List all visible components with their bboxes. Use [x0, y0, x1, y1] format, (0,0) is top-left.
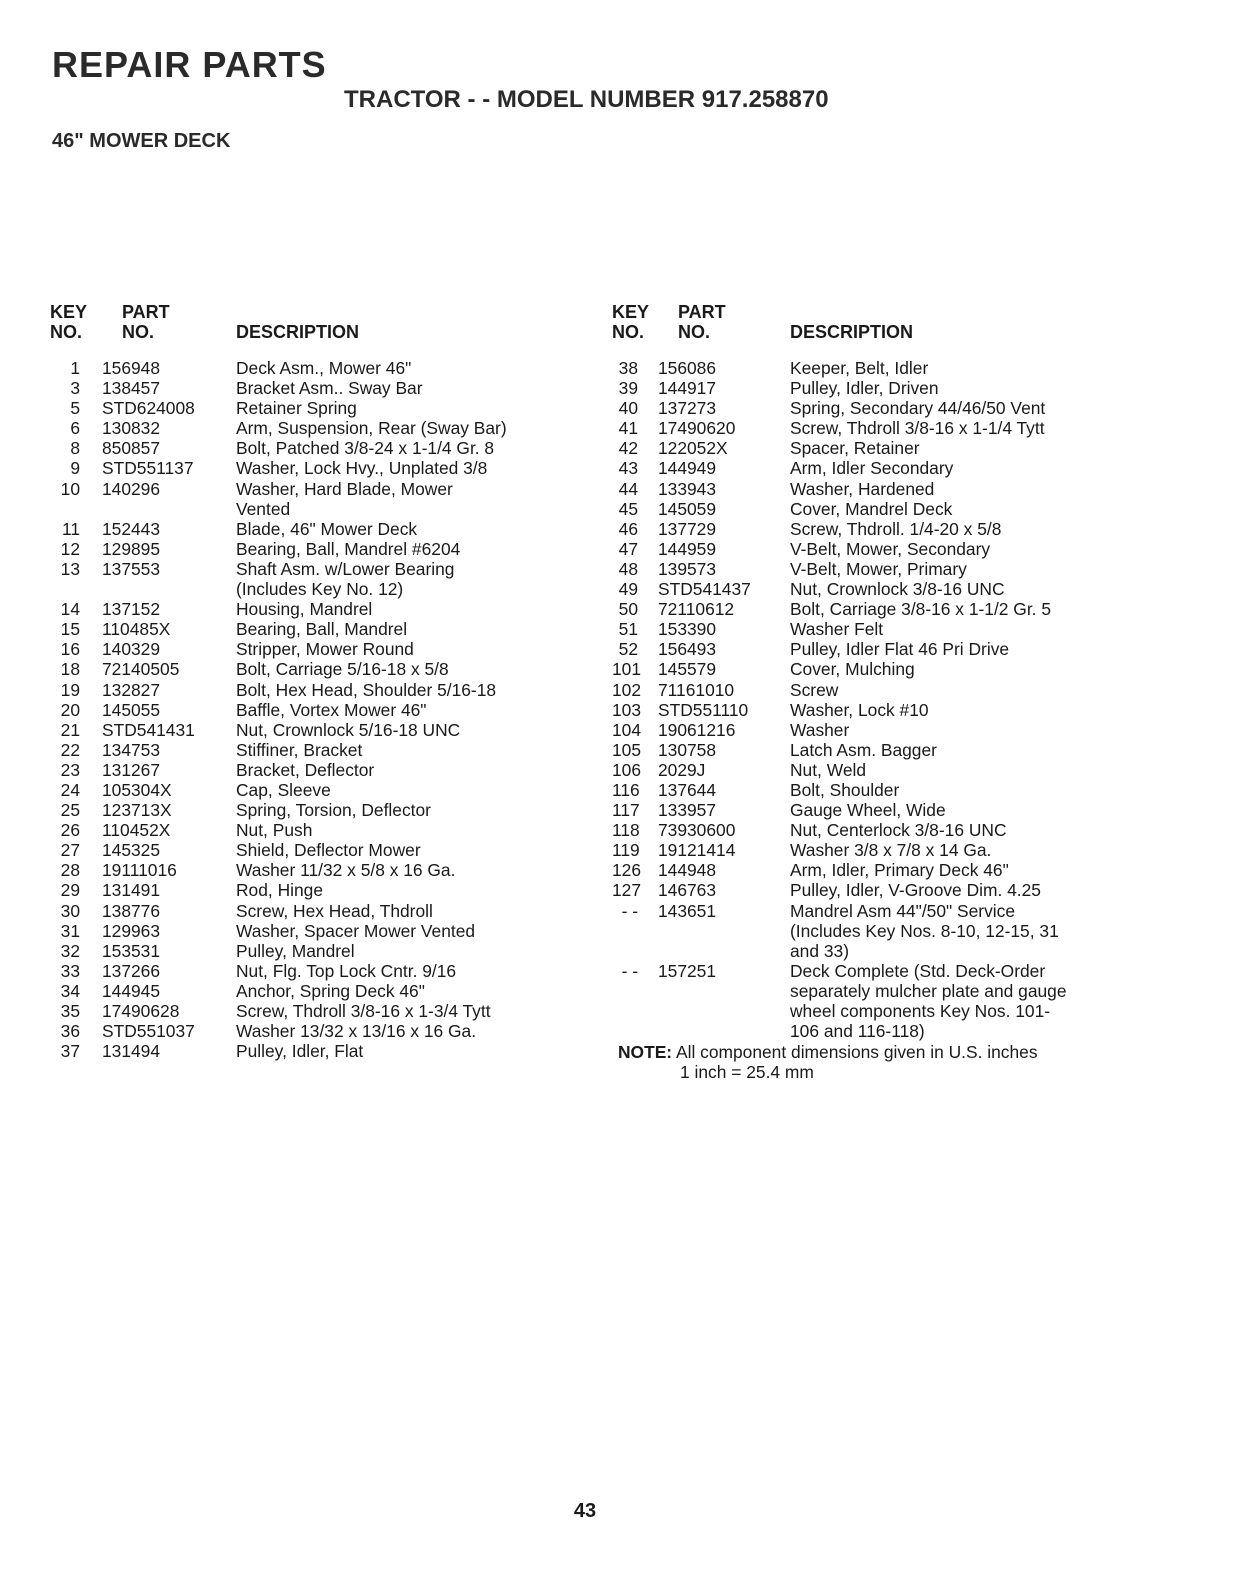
table-row	[50, 639, 610, 659]
description: Deck Complete (Std. Deck-Order separately mulcher plate and gauge wheel components Key Nos. 101- 106 and 116-118)	[790, 960, 1067, 1042]
description: Spacer, Retainer	[790, 438, 920, 459]
table-row	[612, 760, 1132, 780]
key-no: 47	[618, 538, 638, 559]
key-no: 30	[60, 900, 80, 921]
key-no: 6	[70, 418, 80, 439]
key-no: - -	[621, 900, 638, 921]
header-description: DESCRIPTION	[236, 322, 360, 342]
key-no: 28	[60, 860, 80, 881]
key-no: 35	[60, 1001, 80, 1021]
description: Screw, Thdroll 3/8-16 x 1-1/4 Tytt	[790, 418, 1045, 439]
key-no: 42	[618, 438, 638, 459]
part-no: 156948	[102, 358, 161, 378]
table-row	[50, 740, 610, 760]
table-row	[50, 1041, 610, 1061]
table-row	[612, 860, 1132, 880]
key-no: 104	[612, 719, 642, 740]
table-row	[612, 680, 1132, 700]
key-no: 105	[612, 739, 642, 760]
part-no: 145055	[102, 699, 161, 720]
table-row	[50, 659, 610, 679]
table-row	[612, 901, 1132, 961]
table-row	[612, 438, 1132, 458]
part-no: 110485X	[102, 619, 171, 640]
table-row	[612, 840, 1132, 860]
part-no: 144917	[658, 378, 717, 399]
key-no: 52	[618, 639, 638, 660]
note-label: NOTE:	[618, 1042, 673, 1062]
part-no: 133957	[658, 800, 717, 821]
table-row	[612, 639, 1132, 659]
description: Washer, Hard Blade, Mower Vented	[236, 478, 453, 519]
key-no: 36	[60, 1021, 80, 1042]
table-row	[50, 800, 610, 820]
part-no: 146763	[658, 880, 717, 901]
key-no: 11	[61, 518, 80, 539]
part-no: 138457	[102, 378, 161, 399]
description: Bolt, Shoulder	[790, 779, 900, 800]
description: Washer	[790, 719, 850, 740]
table-row	[612, 458, 1132, 478]
note	[618, 1042, 1038, 1082]
table-row	[50, 880, 610, 900]
key-no: 39	[618, 378, 638, 399]
key-no: 33	[60, 960, 80, 981]
description: Pulley, Mandrel	[236, 940, 355, 961]
key-no: 1	[70, 358, 80, 378]
part-no: 138776	[102, 900, 161, 921]
key-no: 38	[618, 358, 638, 378]
part-no: 19111016	[102, 860, 177, 881]
part-no: 19121414	[658, 840, 736, 861]
part-no: 144959	[658, 538, 717, 559]
key-no: 21	[60, 719, 80, 740]
table-row	[50, 599, 610, 619]
part-no: STD551137	[102, 458, 194, 479]
part-no: 145325	[102, 840, 161, 861]
description: Gauge Wheel, Wide	[790, 800, 946, 821]
description: Washer Felt	[790, 619, 884, 640]
part-no: 131491	[102, 880, 161, 901]
header-key: KEY NO.	[612, 302, 650, 342]
key-no: 46	[618, 518, 638, 539]
description: Washer 11/32 x 5/8 x 16 Ga.	[236, 860, 456, 881]
part-no: 105304X	[102, 779, 172, 800]
key-no: 27	[60, 840, 80, 861]
part-no: 137266	[102, 960, 161, 981]
description: Bracket, Deflector	[236, 759, 375, 780]
table-header	[612, 300, 1132, 342]
table-row	[612, 479, 1132, 499]
part-no: 137644	[658, 779, 717, 800]
table-row	[612, 740, 1132, 760]
key-no: 103	[612, 699, 642, 720]
key-no: 20	[60, 699, 80, 720]
part-no: STD551110	[658, 699, 749, 720]
key-no: 16	[60, 639, 80, 660]
description: Shield, Deflector Mower	[236, 840, 421, 861]
table-row	[612, 358, 1132, 378]
table-row	[50, 438, 610, 458]
table-row	[50, 539, 610, 559]
key-no: 10	[60, 478, 80, 499]
table-row	[50, 700, 610, 720]
description: Bearing, Ball, Mandrel	[236, 619, 408, 640]
description: Housing, Mandrel	[236, 599, 373, 620]
page-title: REPAIR PARTS	[52, 44, 327, 85]
key-no: 23	[60, 759, 80, 780]
description: Mandrel Asm 44"/50" Service (Includes Key Nos. 8-10, 12-15, 31 and 33)	[790, 900, 1059, 961]
table-row	[50, 780, 610, 800]
part-no: 71161010	[658, 679, 735, 700]
description: V-Belt, Mower, Primary	[790, 558, 967, 579]
description: Latch Asm. Bagger	[790, 739, 937, 760]
table-row	[50, 1021, 610, 1041]
key-no: 101	[612, 659, 642, 680]
table-row	[612, 378, 1132, 398]
table-row	[612, 700, 1132, 720]
description: Washer, Hardened	[790, 478, 935, 499]
part-no: 140296	[102, 478, 161, 499]
description: Rod, Hinge	[236, 880, 324, 901]
key-no: 37	[60, 1041, 80, 1062]
description: Arm, Idler Secondary	[790, 458, 954, 479]
part-no: 152443	[102, 518, 161, 539]
description: Pulley, Idler Flat 46 Pri Drive	[790, 639, 1010, 660]
key-no: 13	[60, 558, 80, 579]
part-no: 145059	[658, 498, 717, 519]
table-row	[612, 961, 1132, 1041]
note-line1: All component dimensions given in U.S. inches	[675, 1042, 1038, 1062]
description: Retainer Spring	[236, 398, 357, 419]
key-no: 18	[60, 659, 80, 680]
key-no: 3	[70, 378, 80, 399]
part-no: 110452X	[102, 820, 171, 841]
parts-rows	[612, 358, 1132, 1041]
key-no: - -	[621, 960, 638, 981]
part-no: 144949	[658, 458, 717, 479]
table-row	[612, 599, 1132, 619]
key-no: 31	[60, 920, 80, 941]
description: Screw, Thdroll 3/8-16 x 1-3/4 Tytt	[236, 1001, 491, 1021]
key-no: 51	[618, 619, 638, 640]
part-no: 140329	[102, 639, 161, 660]
key-no: 45	[618, 498, 638, 519]
description: Spring, Torsion, Deflector	[236, 800, 431, 821]
table-row	[50, 418, 610, 438]
part-no: 132827	[102, 679, 161, 700]
key-no: 41	[618, 418, 638, 439]
table-row	[50, 921, 610, 941]
description: Bolt, Patched 3/8-24 x 1-1/4 Gr. 8	[236, 438, 495, 459]
part-no: 17490628	[102, 1001, 180, 1021]
table-row	[612, 539, 1132, 559]
part-no: STD551037	[102, 1021, 195, 1042]
page-number: 43	[573, 1500, 597, 1522]
key-no: 106	[612, 759, 642, 780]
part-no: 144948	[658, 860, 717, 881]
header-description: DESCRIPTION	[790, 322, 914, 342]
description: Washer, Lock #10	[790, 699, 929, 720]
header-part: PART NO.	[122, 302, 170, 342]
description: Bolt, Carriage 5/16-18 x 5/8	[236, 659, 449, 680]
table-row	[50, 720, 610, 740]
description: Nut, Push	[236, 820, 313, 841]
table-row	[612, 720, 1132, 740]
part-no: STD541437	[658, 579, 751, 600]
description: Pulley, Idler, Driven	[790, 378, 939, 399]
part-no: 145579	[658, 659, 717, 680]
table-row	[50, 559, 610, 599]
table-row	[612, 880, 1132, 900]
description: Anchor, Spring Deck 46"	[236, 980, 425, 1001]
description: Deck Asm., Mower 46"	[236, 358, 412, 378]
description: Bearing, Ball, Mandrel #6204	[236, 538, 461, 559]
table-row	[50, 901, 610, 921]
description: Blade, 46" Mower Deck	[236, 518, 418, 539]
table-row	[50, 820, 610, 840]
model-title: TRACTOR - - MODEL NUMBER 917.258870	[344, 86, 829, 113]
part-no: 144945	[102, 980, 161, 1001]
section-title: 46" MOWER DECK	[52, 130, 231, 152]
parts-list-left	[50, 300, 610, 1061]
key-no: 48	[618, 558, 638, 579]
part-no: STD624008	[102, 398, 195, 419]
part-no: 129895	[102, 538, 161, 559]
part-no: 133943	[658, 478, 717, 499]
key-no: 126	[612, 860, 642, 881]
part-no: 129963	[102, 920, 161, 941]
key-no: 25	[60, 800, 80, 821]
table-row	[50, 941, 610, 961]
description: Keeper, Belt, Idler	[790, 358, 929, 378]
part-no: 156493	[658, 639, 717, 660]
key-no: 116	[612, 779, 640, 800]
key-no: 40	[618, 398, 638, 419]
description: Pulley, Idler, Flat	[236, 1041, 364, 1062]
part-no: 73930600	[658, 820, 736, 841]
key-no: 29	[60, 880, 80, 901]
key-no: 22	[60, 739, 80, 760]
part-no: 143651	[658, 900, 717, 921]
description: Washer, Spacer Mower Vented	[236, 920, 476, 941]
description: Pulley, Idler, V-Groove Dim. 4.25	[790, 880, 1041, 901]
description: Nut, Crownlock 5/16-18 UNC	[236, 719, 461, 740]
table-row	[50, 840, 610, 860]
key-no: 44	[618, 478, 638, 499]
key-no: 49	[618, 579, 638, 600]
table-row	[50, 961, 610, 981]
description: Nut, Centerlock 3/8-16 UNC	[790, 820, 1007, 841]
table-row	[612, 800, 1132, 820]
table-row	[50, 619, 610, 639]
part-no: 134753	[102, 739, 161, 760]
header-key: KEY NO.	[50, 302, 88, 342]
part-no: 17490620	[658, 418, 736, 439]
table-header	[50, 300, 610, 342]
part-no: 139573	[658, 558, 717, 579]
key-no: 9	[70, 458, 80, 479]
key-no: 117	[612, 800, 640, 821]
table-row	[612, 499, 1132, 519]
key-no: 12	[60, 538, 80, 559]
key-no: 14	[60, 599, 80, 620]
description: Screw, Hex Head, Thdroll	[236, 900, 433, 921]
part-no: 72110612	[658, 599, 735, 620]
part-no: 137273	[658, 398, 717, 419]
key-no: 50	[618, 599, 638, 620]
key-no: 15	[60, 619, 80, 640]
table-row	[50, 760, 610, 780]
table-row	[50, 458, 610, 478]
part-no: 19061216	[658, 719, 736, 740]
part-no: 153531	[102, 940, 161, 961]
key-no: 24	[60, 779, 80, 800]
key-no: 43	[618, 458, 638, 479]
key-no: 32	[60, 940, 80, 961]
part-no: 850857	[102, 438, 161, 459]
part-no: 130758	[658, 739, 717, 760]
table-row	[50, 479, 610, 519]
description: Arm, Idler, Primary Deck 46"	[790, 860, 1009, 881]
part-no: 137553	[102, 558, 161, 579]
table-row	[612, 519, 1132, 539]
key-no: 26	[60, 820, 80, 841]
note-line2: 1 inch = 25.4 mm	[680, 1062, 814, 1083]
part-no: 156086	[658, 358, 717, 378]
description: Spring, Secondary 44/46/50 Vent	[790, 398, 1046, 419]
description: Shaft Asm. w/Lower Bearing (Includes Key No. 12)	[236, 558, 455, 600]
part-no: STD541431	[102, 719, 195, 740]
part-no: 122052X	[658, 438, 728, 459]
table-row	[612, 780, 1132, 800]
description: Nut, Crownlock 3/8-16 UNC	[790, 579, 1005, 600]
description: Bolt, Carriage 3/8-16 x 1-1/2 Gr. 5	[790, 599, 1051, 620]
key-no: 127	[612, 880, 642, 901]
description: Cap, Sleeve	[236, 779, 331, 800]
table-row	[50, 680, 610, 700]
table-row	[50, 860, 610, 880]
key-no: 119	[612, 840, 640, 861]
key-no: 34	[60, 980, 80, 1001]
table-row	[612, 398, 1132, 418]
table-row	[50, 1001, 610, 1021]
description: Stripper, Mower Round	[236, 639, 414, 660]
key-no: 8	[70, 438, 80, 459]
table-row	[612, 418, 1132, 438]
key-no: 5	[70, 398, 80, 419]
table-row	[612, 619, 1132, 639]
part-no: 137152	[102, 599, 161, 620]
table-row	[50, 981, 610, 1001]
description: Cover, Mulching	[790, 659, 915, 680]
description: Screw, Thdroll. 1/4-20 x 5/8	[790, 518, 1002, 539]
table-row	[612, 559, 1132, 579]
key-no: 118	[612, 820, 640, 841]
description: Washer 3/8 x 7/8 x 14 Ga.	[790, 840, 992, 861]
table-row	[50, 358, 610, 378]
parts-rows	[50, 358, 610, 1061]
parts-list-right	[612, 300, 1132, 1041]
description: Washer 13/32 x 13/16 x 16 Ga.	[236, 1021, 477, 1042]
description: Stiffiner, Bracket	[236, 739, 363, 760]
table-row	[612, 579, 1132, 599]
description: Baffle, Vortex Mower 46"	[236, 699, 427, 720]
description: Cover, Mandrel Deck	[790, 498, 953, 519]
description: Bolt, Hex Head, Shoulder 5/16-18	[236, 679, 497, 700]
description: Washer, Lock Hvy., Unplated 3/8	[236, 458, 488, 479]
description: Bracket Asm.. Sway Bar	[236, 378, 423, 399]
part-no: 123713X	[102, 800, 172, 821]
part-no: 2029J	[658, 759, 706, 780]
description: Nut, Weld	[790, 759, 867, 780]
table-row	[612, 659, 1132, 679]
description: V-Belt, Mower, Secondary	[790, 538, 991, 559]
key-no: 19	[60, 679, 80, 700]
part-no: 131494	[102, 1041, 161, 1062]
table-row	[612, 820, 1132, 840]
part-no: 131267	[102, 759, 161, 780]
header-part: PART NO.	[678, 302, 726, 342]
part-no: 137729	[658, 518, 717, 539]
part-no: 153390	[658, 619, 717, 640]
part-no: 72140505	[102, 659, 180, 680]
part-no: 130832	[102, 418, 161, 439]
description: Screw	[790, 679, 839, 700]
key-no: 102	[612, 679, 642, 700]
description: Nut, Flg. Top Lock Cntr. 9/16	[236, 960, 457, 981]
table-row	[50, 398, 610, 418]
description: Arm, Suspension, Rear (Sway Bar)	[236, 418, 507, 439]
table-row	[50, 378, 610, 398]
table-row	[50, 519, 610, 539]
part-no: 157251	[658, 960, 717, 981]
